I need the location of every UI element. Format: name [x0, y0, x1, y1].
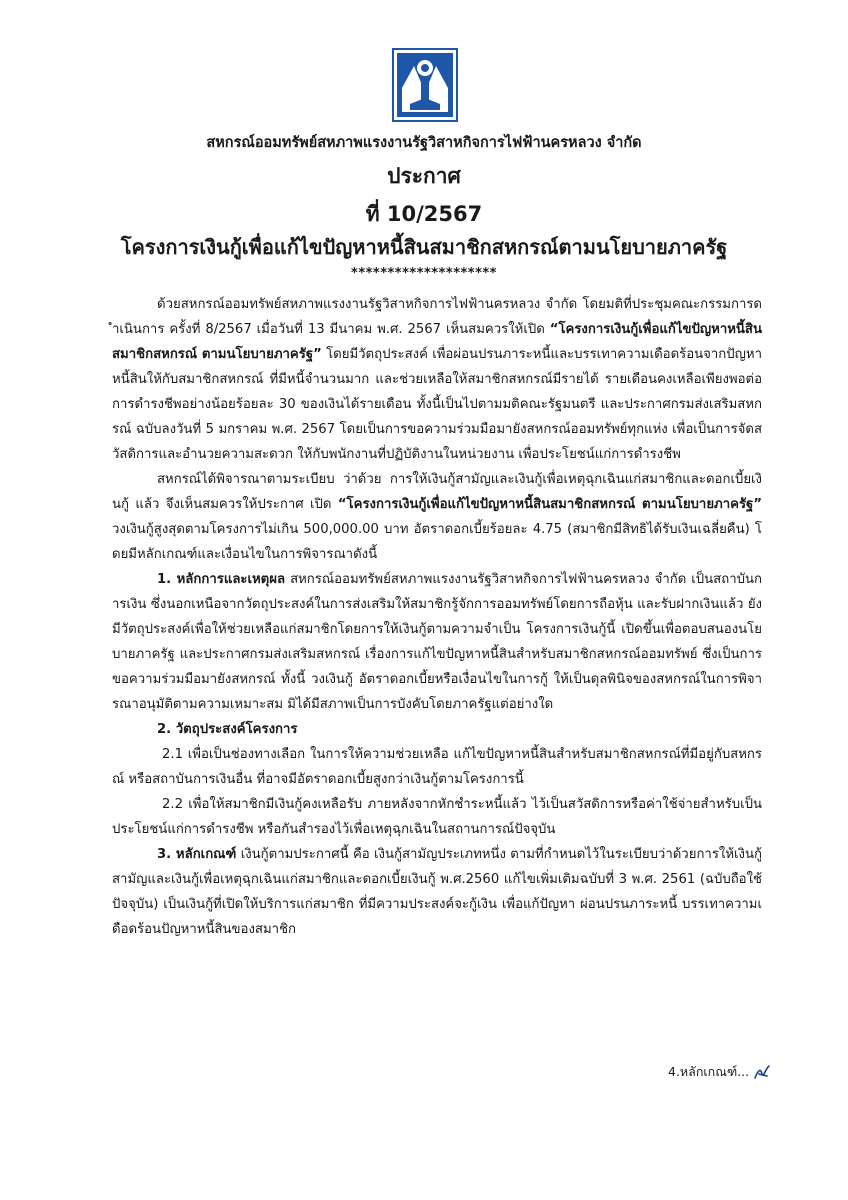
cooperative-logo-icon: [392, 48, 458, 122]
section-1-text: สหกรณ์ออมทรัพย์สหภาพแรงงานรัฐวิสาหกิจการไฟฟ้านครหลวง จำกัด เป็นสถาบันการเงิน ซึ่งนอกเหนือจากวัตถุประสงค์ในการส่งเสริมให้สมาชิกรู้จักการออมทรัพย์โดยการถือหุ้น และรับฝากเงินแล้ว ยังมีวัตถุประสงค์เพื่อให้ช่วยเหลือแก่สมาชิกโดยการให้เงินกู้ตามความจำเป็น โครงการเงินกู้นี้ เปิดขึ้นเพื่อตอบสนองนโยบายภาครัฐ และประกาศกรมส่งเสริมสหกรณ์ เรื่องการแก้ไขปัญหาหนี้สินสำหรับสมาชิกสหกรณ์ออมทรัพย์ ซึ่งเป็นการขอความร่วมมือมายังสหกรณ์ ทั้งนี้ วงเงินกู้ อัตราดอกเบี้ยหรือเงื่อนไขในการกู้ ให้เป็นดุลพินิจของสหกรณ์ในการพิจารณาอนุมัติตามความเหมาะสม มิได้มีสภาพเป็นการบังคับโดยภาครัฐแต่อย่างใด: [112, 572, 762, 712]
section-1-title: 1. หลักการและเหตุผล: [157, 572, 286, 587]
section-2-1: 2.1 เพื่อเป็นช่องทางเลือก ในการให้ความช่วยเหลือ แก้ไขปัญหาหนี้สินสำหรับสมาชิกสหกรณ์ที่มีอยู่กับสหกรณ์ หรือสถาบันการเงินอื่น ที่อาจมีอัตราดอกเบี้ยสูงกว่าเงินกู้ตามโครงการนี้: [112, 747, 762, 787]
announcement-heading: ประกาศ: [387, 164, 461, 188]
intro-paragraph: [112, 292, 762, 467]
section-2-title: 2. วัตถุประสงค์โครงการ: [157, 722, 298, 737]
section-1: [112, 567, 762, 717]
continuation-text: 4.หลักเกณฑ์...: [668, 1064, 750, 1079]
announcement-number: ที่ 10/2567: [365, 202, 483, 226]
section-3-text: เงินกู้ตามประกาศนี้ คือ เงินกู้สามัญประเภทหนึ่ง ตามที่กำหนดไว้ในระเบียบว่าด้วยการให้เงินกู้สามัญและเงินกู้เพื่อเหตุฉุกเฉินแก่สมาชิกและดอกเบี้ยเงินกู้ พ.ศ.2560 แก้ไขเพิ่มเติมฉบับที่ 3 พ.ศ. 2561 (ฉบับถือใช้ปัจจุบัน) เป็นเงินกู้ที่เปิดให้บริการแก่สมาชิก ที่มีความประสงค์จะกู้เงิน เพื่อแก้ปัญหา ผ่อนปรนภาระหนี้ บรรเทาความเดือดร้อนปัญหาหนี้สินของสมาชิก: [112, 847, 762, 937]
consideration-paragraph: [112, 467, 762, 567]
section-2-2: 2.2 เพื่อให้สมาชิกมีเงินกู้คงเหลือรับ ภายหลังจากหักชำระหนี้แล้ว ไว้เป็นสวัสดิการหรือค่าใช้จ่ายสำหรับเป็นประโยชน์แก่การดำรงชีพ หรือกันสำรองไว้เพื่อเหตุฉุกเฉินในสถานการณ์ปัจจุบัน: [112, 797, 762, 837]
intro-project-name: “โครงการเงินกู้เพื่อแก้ไขปัญหาหนี้สินสมาชิกสหกรณ์ ตามนโยบายภาครัฐ”: [112, 322, 762, 362]
title-separator: ********************: [351, 266, 497, 281]
section-3-title: 3. หลักเกณฑ์: [157, 847, 237, 862]
consideration-text-2: วงเงินกู้สูงสุดตามโครงการไม่เกิน 500,000.00 บาท อัตราดอกเบี้ยร้อยละ 4.75 (สมาชิกมีสิทธิได้รับเงินเฉลี่ยคืน) โดยมีหลักเกณฑ์และเงื่อนไขในการพิจารณาดังนี้: [112, 522, 762, 562]
intro-text-1: ด้วยสหกรณ์ออมทรัพย์สหภาพแรงงานรัฐวิสาหกิจการไฟฟ้านครหลวง จำกัด โดยมติที่ประชุมคณะกรรมการดำเนินการ ครั้งที่ 8/2567 เมื่อวันที่ 13 มีนาคม พ.ศ. 2567 เห็นสมควรให้เปิด: [112, 297, 762, 337]
announcement-subject: โครงการเงินกู้เพื่อแก้ไขปัญหาหนี้สินสมาชิกสหกรณ์ตามนโยบายภาครัฐ: [120, 235, 728, 259]
section-3: [112, 842, 762, 942]
intro-text-2: โดยมีวัตถุประสงค์ เพื่อผ่อนปรนภาระหนี้และบรรเทาความเดือดร้อนจากปัญหาหนี้สินให้กับสมาชิกสหกรณ์ ที่มีหนี้จำนวนมาก และช่วยเหลือให้สมาชิกสหกรณ์มีรายได้ รายเดือนคงเหลือเพียงพอต่อการดำรงชีพอย่างน้อยร้อยละ 30 ของเงินได้รายเดือน ทั้งนี้เป็นไปตามมติคณะรัฐมนตรี และประกาศกรมส่งเสริมสหกรณ์ ฉบับลงวันที่ 5 มกราคม พ.ศ. 2567 โดยเป็นการขอความร่วมมือมายังสหกรณ์ออมทรัพย์ทุกแห่ง เพื่อเป็นการจัดสวัสดิการและอำนวยความสะดวก ให้กับพนักงานที่ปฏิบัติงานในหน่วยงาน เพื่อประโยชน์แก่การดำรงชีพ: [112, 347, 762, 462]
consideration-text-1: สหกรณ์ได้พิจารณาตามระเบียบ ว่าด้วย การให้เงินกู้สามัญและเงินกู้เพื่อเหตุฉุกเฉินแก่สมาชิกและดอกเบี้ยเงินกู้ แล้ว จึงเห็นสมควรให้ประกาศ เปิด: [112, 472, 762, 512]
organization-name: สหกรณ์ออมทรัพย์สหภาพแรงงานรัฐวิสาหกิจการไฟฟ้านครหลวง จำกัด: [206, 135, 642, 151]
initials-signature-icon: [753, 1064, 771, 1082]
page-continuation: [668, 1062, 771, 1082]
announcement-body: [112, 292, 762, 942]
consideration-project-name: “โครงการเงินกู้เพื่อแก้ไขปัญหาหนี้สินสมาชิกสหกรณ์ ตามนโยบายภาครัฐ”: [337, 497, 762, 512]
